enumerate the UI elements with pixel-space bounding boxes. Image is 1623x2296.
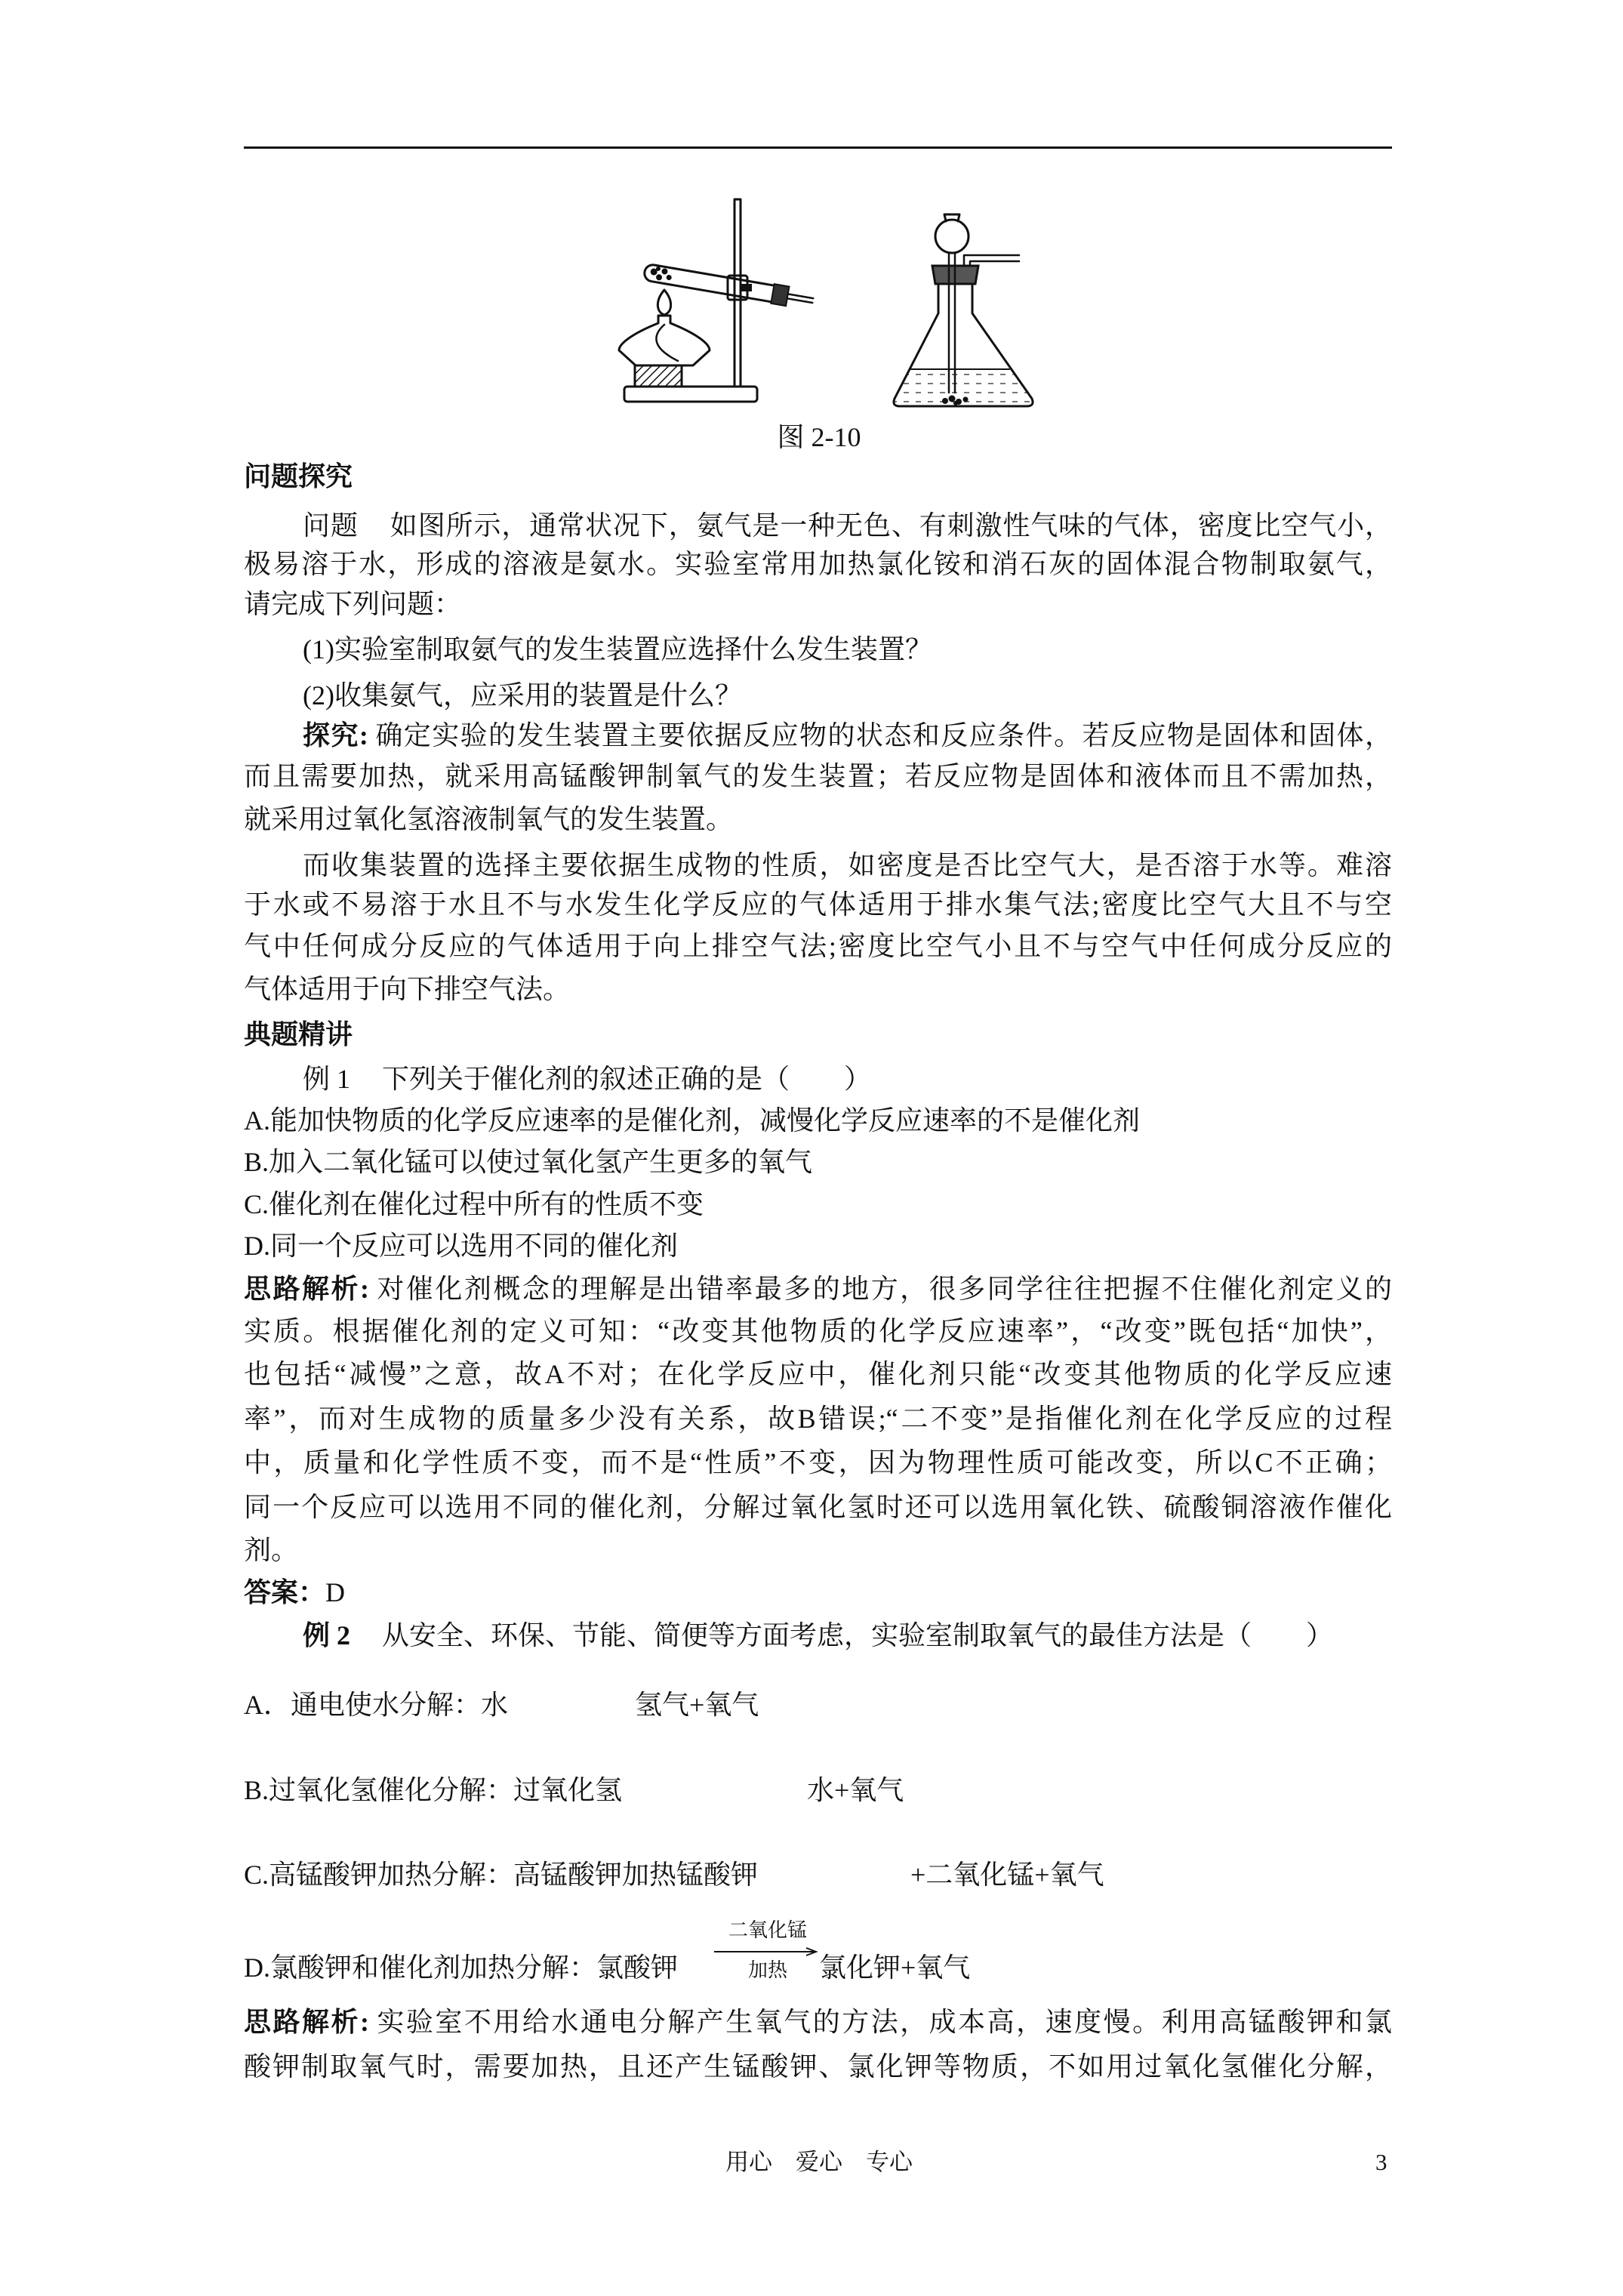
sub-question-1: (1)实验室制取氨气的发生装置应选择什么发生装置？ [303, 634, 932, 664]
thistle-funnel-bulb [935, 220, 969, 253]
sub-question-2: (2)收集氨气，应采用的装置是什么？ [303, 680, 742, 710]
example1-option-a: A.能加快物质的化学反应速率的是催化剂，减慢化学反应速率的不是催化剂 [244, 1105, 1140, 1136]
example1-analysis-text: 对催化剂概念的理解是出错率最多的地方，很多同学往往把握不住催化剂定义的 [374, 1274, 1392, 1304]
example2-analysis-label: 思路解析: [244, 2007, 369, 2037]
example2-option-d-right: 氯化钾+氧气 [819, 1952, 971, 1983]
example1-answer-value: D [325, 1577, 346, 1607]
flask-apparatus-illustration [894, 214, 1033, 406]
header-rule [244, 146, 1392, 149]
example2-option-c-left: C.高锰酸钾加热分解：高锰酸钾加热锰酸钾 [244, 1860, 759, 1890]
collection-line-3: 气中任何成分反应的气体适用于向上排空气法;密度比空气小且不与空气中任何成分反应的 [244, 931, 1392, 961]
collection-line-1: 而收集装置的选择主要依据生成物的性质，如密度是否比空气大，是否溶于水等。难溶 [303, 850, 1392, 880]
example2-analysis-line-1 [244, 2005, 1392, 2039]
heating-apparatus-illustration [619, 199, 815, 402]
example2-stem-line [303, 1619, 1333, 1652]
example1-answer [244, 1576, 345, 1609]
example1-analysis-line-7: 剂。 [244, 1535, 299, 1565]
delivery-tube-left [787, 294, 814, 303]
question-label: 问题 [303, 510, 359, 541]
example1-option-d: D.同一个反应可以选用不同的催化剂 [244, 1231, 678, 1261]
example2-option-a-right: 氢气+氧气 [635, 1690, 759, 1720]
explore-line-1 [303, 719, 1392, 752]
collection-line-4: 气体适用于向下排空气法。 [244, 974, 571, 1004]
example1-stem: 下列关于催化剂的叙述正确的是（ ） [382, 1064, 872, 1094]
question-line-2: 极易溶于水，形成的溶液是氨水。实验室常用加热氯化铵和消石灰的固体混合物制取氨气， [244, 549, 1392, 579]
lamp-wick-line [656, 325, 678, 361]
example1-analysis-label: 思路解析: [244, 1274, 369, 1304]
example2-label: 例 2 [303, 1620, 351, 1650]
apparatus-figure [589, 189, 1072, 415]
tube-stopper [771, 284, 789, 306]
example1-analysis-line-3: 也包括“减慢”之意，故A不对；在化学反应中，催化剂只能“改变其他物质的化学反应速 [244, 1359, 1392, 1389]
stand-base [624, 387, 757, 402]
footer-motto: 用心 爱心 专心 [725, 2149, 913, 2175]
alcohol-lamp [619, 316, 710, 365]
example2-option-b-right: 水+氧气 [807, 1775, 904, 1805]
example1-option-b: B.加入二氧化锰可以使过氧化氢产生更多的氧气 [244, 1147, 813, 1177]
reaction-condition-heat: 加热 [747, 1959, 787, 1981]
section-heading-examples: 典题精讲 [244, 1019, 353, 1049]
example1-option-c: C.催化剂在催化过程中所有的性质不变 [244, 1189, 704, 1219]
flame [658, 290, 670, 315]
example1-analysis-line-4: 率”，而对生成物的质量多少没有关系，故B错误;“二不变”是指催化剂在化学反应的过程 [244, 1404, 1392, 1434]
example1-analysis-line-1 [244, 1272, 1392, 1305]
example2-option-a-left: A．通电使水分解：水 [244, 1690, 508, 1720]
collection-line-2: 于水或不易溶于水且不与水发生化学反应的气体适用于排水集气法;密度比空气大且不与空 [244, 889, 1392, 920]
page-number: 3 [1375, 2149, 1387, 2175]
explore-line-3: 就采用过氧化氢溶液制氧气的发生装置。 [244, 804, 734, 834]
question-line-1 [303, 509, 1392, 542]
example2-analysis-line-2: 酸钾制取氧气时，需要加热，且还产生锰酸钾、氯化钾等物质，不如用过氧化氢催化分解， [244, 2051, 1392, 2082]
example2-analysis-text: 实验室不用给水通电分解产生氧气的方法，成本高，速度慢。利用高锰酸钾和氯 [374, 2007, 1392, 2037]
explore-line-2: 而且需要加热，就采用高锰酸钾制氧气的发生装置；若反应物是固体和液体而且不需加热， [244, 761, 1392, 791]
question-line-3: 请完成下列问题： [244, 589, 462, 619]
wooden-block [635, 365, 682, 387]
example2-option-b-left: B.过氧化氢催化分解：过氧化氢 [244, 1775, 623, 1805]
explore-text: 确定实验的发生装置主要依据反应物的状态和反应条件。若反应物是固体和固体， [374, 720, 1392, 750]
explore-label: 探究: [303, 720, 368, 750]
example2-stem: 从安全、环保、节能、简便等方面考虑，实验室制取氧气的最佳方法是（ ） [382, 1620, 1334, 1650]
example2-option-c-right: +二氧化锰+氧气 [910, 1860, 1104, 1890]
example1-analysis-line-2: 实质。根据催化剂的定义可知：“改变其他物质的化学反应速率”，“改变”既包括“加快”， [244, 1316, 1392, 1346]
example1-answer-label: 答案： [244, 1577, 326, 1607]
example1-stem-line [303, 1062, 871, 1096]
example1-label: 例 1 [303, 1064, 351, 1094]
question-text: 如图所示，通常状况下，氨气是一种无色、有刺激性气味的气体，密度比空气小， [390, 510, 1392, 541]
section-heading-inquiry: 问题探究 [244, 461, 353, 492]
example1-analysis-line-6: 同一个反应可以选用不同的催化剂，分解过氧化氢时还可以选用氧化铁、硫酸铜溶液作催化 [244, 1492, 1392, 1522]
figure-caption: 图 2-10 [777, 422, 861, 452]
reaction-condition-catalyst: 二氧化锰 [728, 1919, 807, 1941]
stand-rod [735, 199, 741, 387]
example1-analysis-line-5: 中，质量和化学性质不变，而不是“性质”不变，因为物理性质可能改变，所以C不正确； [244, 1447, 1392, 1478]
example2-option-d-left: D.氯酸钾和催化剂加热分解：氯酸钾 [244, 1952, 678, 1983]
delivery-tube-right [964, 255, 1019, 266]
